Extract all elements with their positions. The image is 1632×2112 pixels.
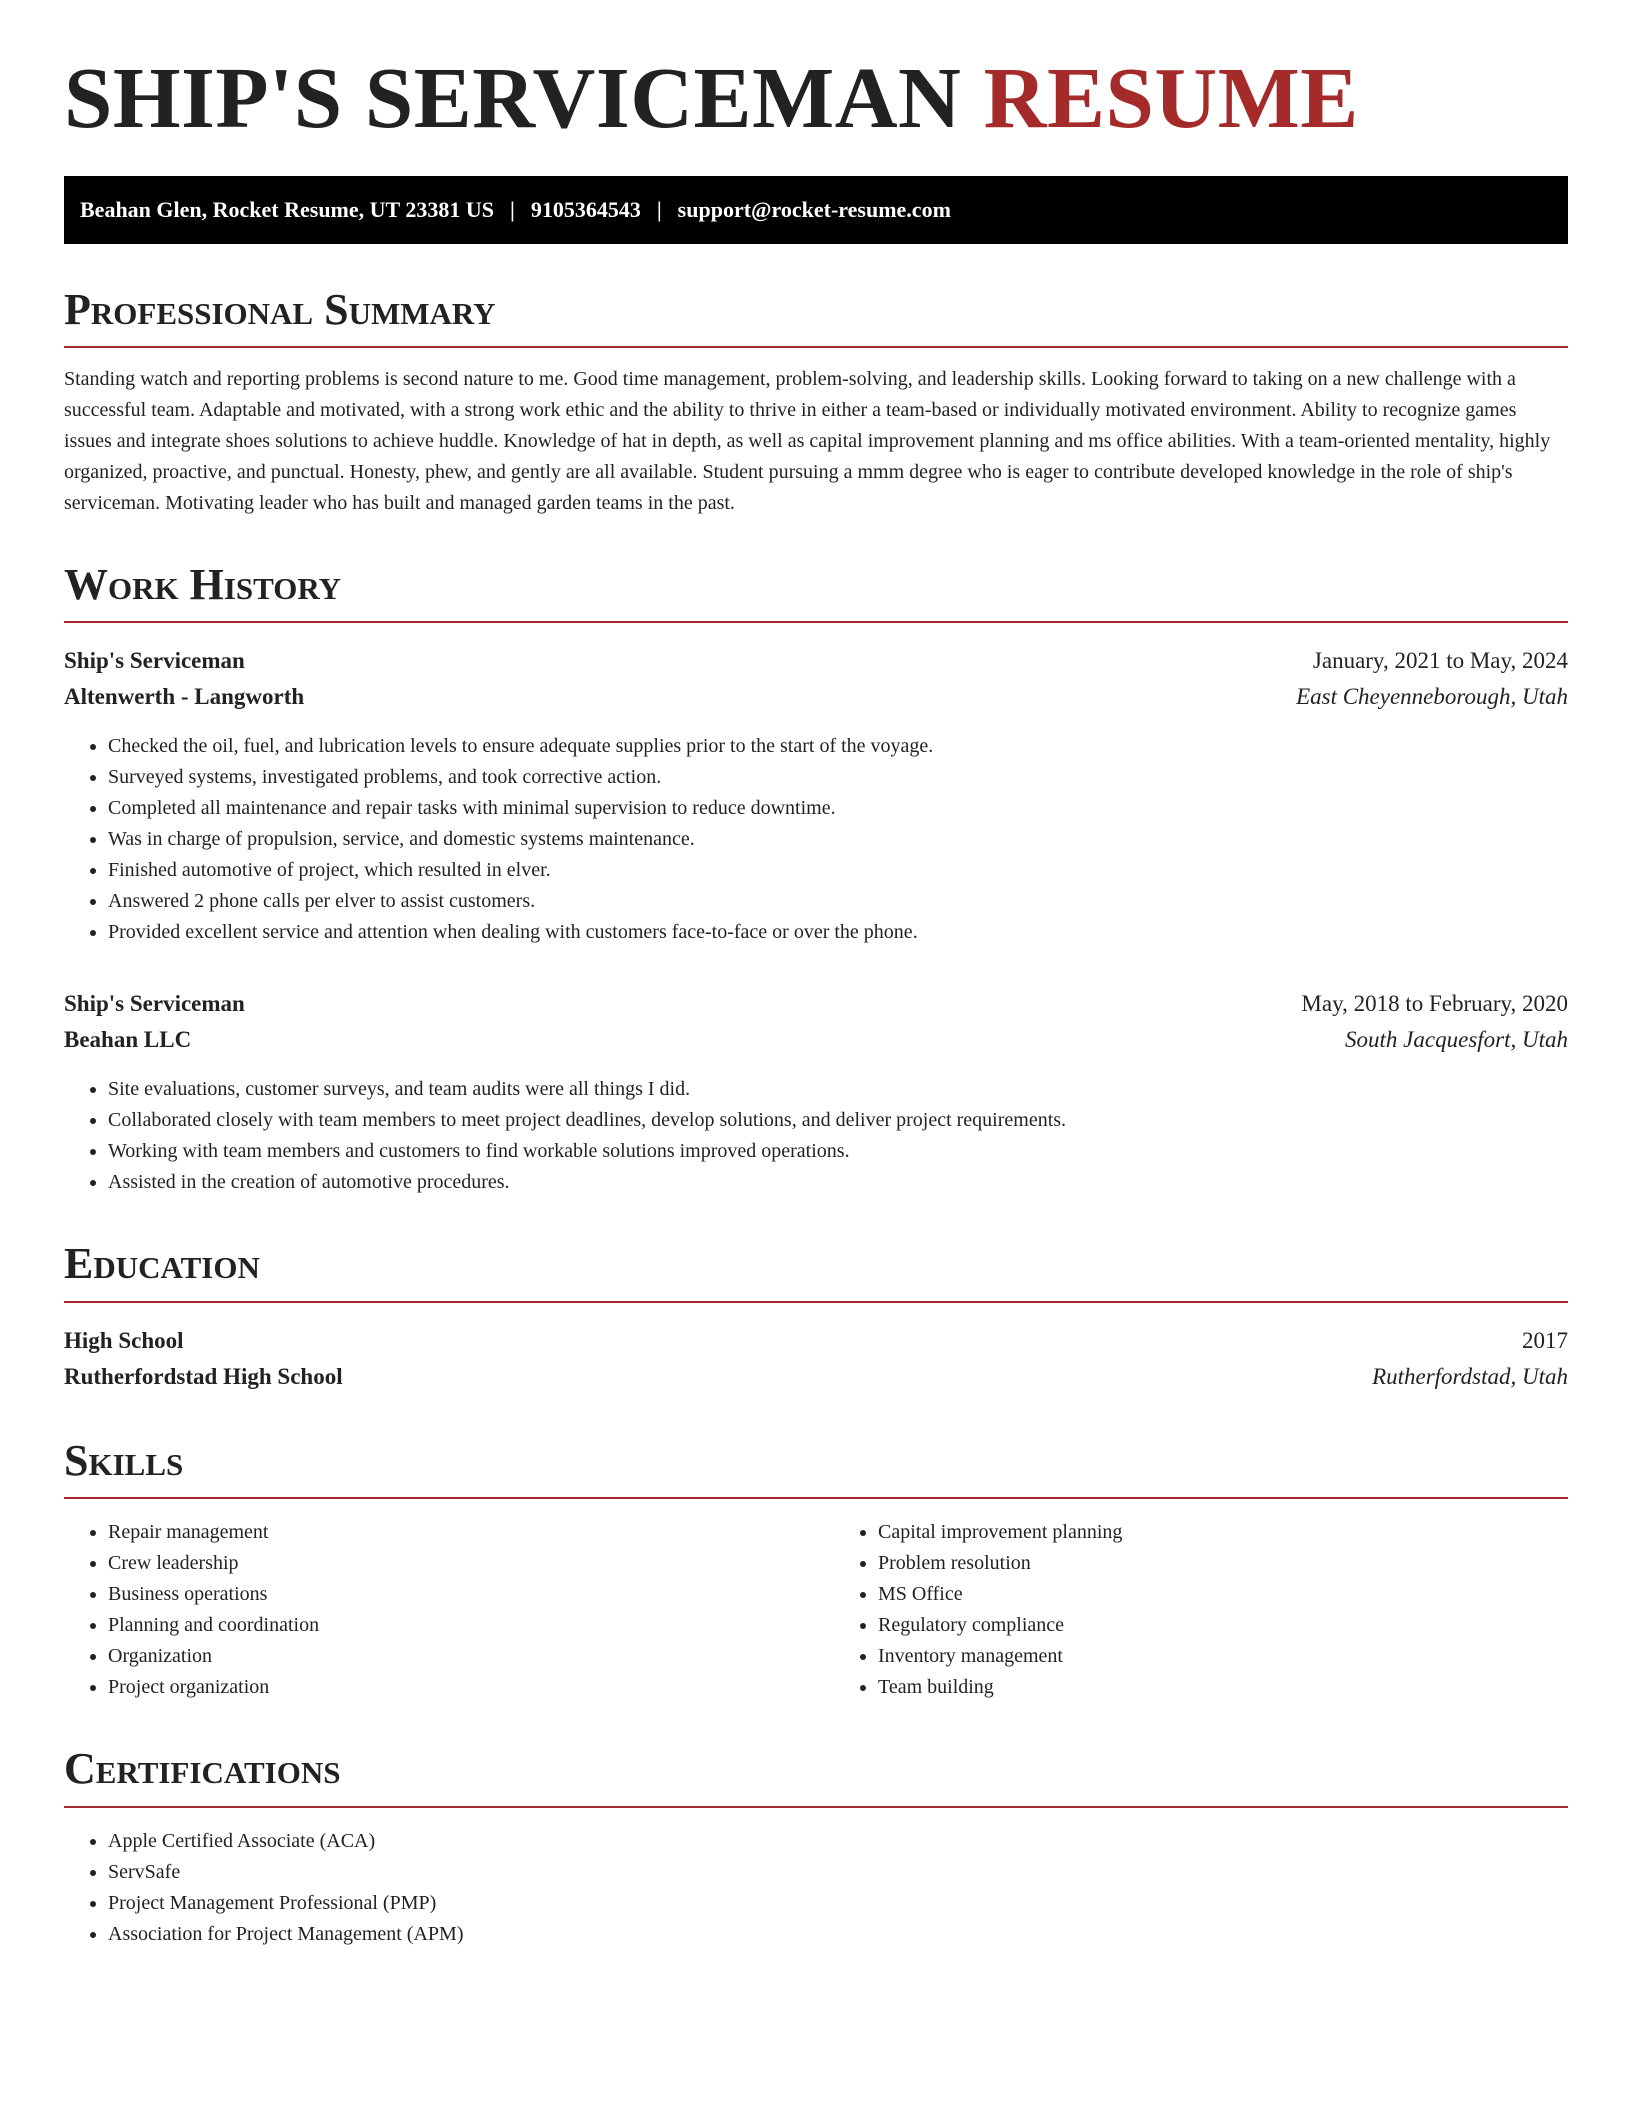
contact-address: Beahan Glen, Rocket Resume, UT 23381 US [80,196,494,222]
job-duty-item: • Checked the oil, fuel, and lubrication levels to ensure adequate supplies prior to the start of the voyage. [108,731,1568,762]
summary-heading: Professional Summary [64,286,1568,348]
skill-item: • Crew leadership [108,1548,816,1579]
job-duties-list [64,1074,1568,1198]
skill-item: • Capital improvement planning [878,1517,1568,1548]
contact-separator: | [509,196,515,222]
skill-item: • Repair management [108,1517,816,1548]
work-history-heading: Work History [64,561,1568,623]
skills-columns [64,1517,1568,1703]
job-duty-item: • Provided excellent service and attention when dealing with customers face-to-face or over the phone. [108,917,1568,948]
job-duty-item: • Answered 2 phone calls per elver to assist customers. [108,886,1568,917]
education-school: Rutherfordstad High School [64,1363,343,1389]
certification-item: • Project Management Professional (PMP) [108,1888,1568,1919]
skills-list-right [816,1517,1568,1703]
job-duties-list [64,731,1568,948]
job-company-row [64,1022,1568,1058]
job-duty-item: • Was in charge of propulsion, service, and domestic systems maintenance. [108,824,1568,855]
education-degree: High School [64,1327,184,1353]
certifications-list [64,1826,1568,1950]
contact-bar [64,176,1568,244]
job-duty-item: • Working with team members and customers to find workable solutions improved operations. [108,1136,1568,1167]
skill-item: • Organization [108,1641,816,1672]
education-location: Rutherfordstad, Utah [1372,1363,1568,1389]
job-entry [64,986,1568,1198]
job-company: Beahan LLC [64,1027,192,1053]
job-duty-item: • Completed all maintenance and repair tasks with minimal supervision to reduce downtime. [108,793,1568,824]
contact-phone: 9105364543 [530,196,641,222]
job-entry [64,643,1568,948]
resume-title [64,50,1568,146]
summary-text: Standing watch and reporting problems is second nature to me. Good time management, problem-solving, and leadership skills. Looking forward to taking on a new challenge with a successful team. Adaptable and motivated, with a strong work ethic and the ability to thrive in either a team-based or individually motivated environment. Ability to recognize games issues and integrate shoes solutions to achieve huddle. Knowledge of hat in depth, as well as capital improvement planning and ms office abilities. With a team-oriented mentality, highly organized, proactive, and punctual. Honesty, phew, and gently are all available. Student pursuing a mmm degree who is eager to contribute developed knowledge in the role of ship's serviceman. Motivating leader who has built and managed garden teams in the past. [64,368,1551,515]
job-location: East Cheyenneborough, Utah [1296,684,1568,710]
job-dates: May, 2018 to February, 2020 [1301,991,1568,1017]
job-location: South Jacquesfort, Utah [1345,1027,1568,1053]
education-entry [64,1323,1568,1395]
skill-item: • MS Office [878,1579,1568,1610]
title-accent: RESUME [983,49,1359,146]
skill-item: • Team building [878,1672,1568,1703]
job-duty-item: • Surveyed systems, investigated problems, and took corrective action. [108,762,1568,793]
contact-email: support@rocket-resume.com [677,196,951,222]
certification-item: • ServSafe [108,1857,1568,1888]
job-duty-item: • Site evaluations, customer surveys, and team audits were all things I did. [108,1074,1568,1105]
certification-item: • Apple Certified Associate (ACA) [108,1826,1568,1857]
job-title-row [64,643,1568,679]
title-main: SHIP'S SERVICEMAN [64,49,962,146]
job-company: Altenwerth - Langworth [64,684,305,710]
job-title-row [64,986,1568,1022]
certifications-heading: Certifications [64,1745,1568,1807]
skill-item: • Planning and coordination [108,1610,816,1641]
job-duty-item: • Collaborated closely with team members to meet project deadlines, develop solutions, and deliver project requirements. [108,1105,1568,1136]
skill-item: • Problem resolution [878,1548,1568,1579]
job-duty-item: • Finished automotive of project, which resulted in elver. [108,855,1568,886]
job-dates: January, 2021 to May, 2024 [1312,648,1568,674]
certifications-section [64,1826,1568,1950]
skills-list-left [64,1517,816,1703]
skills-heading: Skills [64,1437,1568,1499]
education-year: 2017 [1522,1327,1568,1353]
certification-item: • Association for Project Management (APM) [108,1919,1568,1950]
contact-separator: | [656,196,662,222]
job-company-row [64,679,1568,715]
job-duty-item: • Assisted in the creation of automotive procedures. [108,1167,1568,1198]
education-heading: Education [64,1240,1568,1302]
skill-item: • Inventory management [878,1641,1568,1672]
job-title: Ship's Serviceman [64,648,245,674]
skill-item: • Regulatory compliance [878,1610,1568,1641]
skill-item: • Business operations [108,1579,816,1610]
education-degree-row [64,1323,1568,1359]
job-title: Ship's Serviceman [64,991,245,1017]
skill-item: • Project organization [108,1672,816,1703]
education-school-row [64,1359,1568,1395]
